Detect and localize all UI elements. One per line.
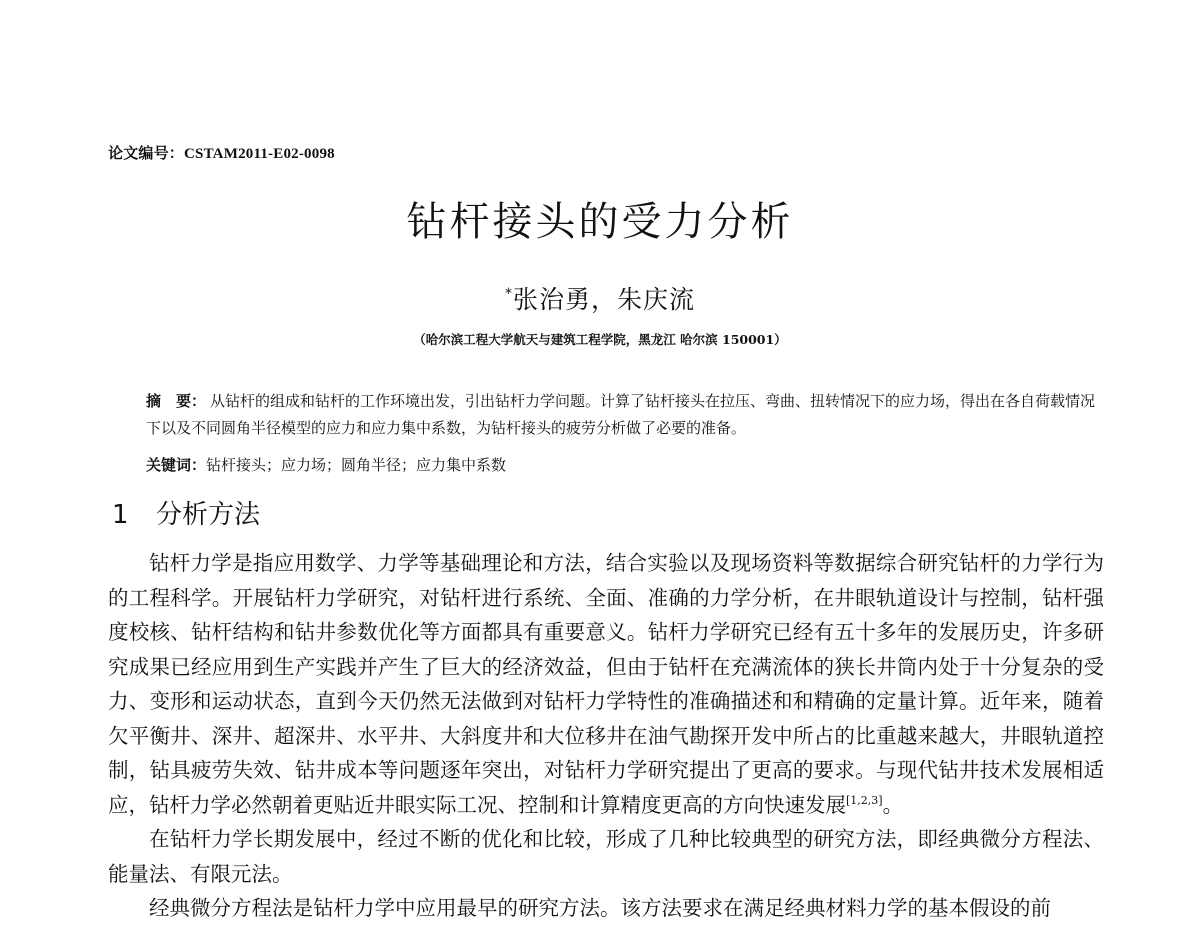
- author-names: 张治勇，朱庆流: [512, 285, 695, 314]
- keywords: [146, 452, 1104, 479]
- paragraph-1-text: 钻杆力学是指应用数学、力学等基础理论和方法，结合实验以及现场资料等数据综合研究钻杆的力学行为的工程科学。开展钻杆力学研究，对钻杆进行系统、全面、准确的力学分析，在井眼轨道设计与控制，钻杆强度校核、钻杆结构和钻井参数优化等方面都具有重要意义。钻杆力学研究已经有五十多年的发展历史，许多研究成果已经应用到生产实践并产生了巨大的经济效益，但由于钻杆在充满流体的狭长井筒内处于十分复杂的受力、变形和运动状态，直到今天仍然无法做到对钻杆力学特性的准确描述和和精确的定量计算。近年来，随着欠平衡井、深井、超深井、水平井、大斜度井和大位移井在油气勘探开发中所占的比重越来越大，井眼轨道控制，钻具疲劳失效、钻井成本等问题逐年突出，对钻杆力学研究提出了更高的要求。与现代钻井技术发展相适应，钻杆力学必然朝着更贴近井眼实际工况、控制和计算精度更高的方向快速发展: [108, 551, 1104, 817]
- authors: [0, 280, 1200, 316]
- paper-id-value: CSTAM2011-E02-0098: [184, 146, 335, 162]
- paper-id: [108, 142, 335, 163]
- abstract: [146, 388, 1104, 442]
- keywords-text: 钻杆接头；应力场；圆角半径；应力集中系数: [206, 456, 507, 474]
- paper-title: 钻杆接头的受力分析: [406, 199, 794, 245]
- corresponding-author-marker: *: [504, 286, 513, 302]
- section-number: 1: [112, 500, 129, 530]
- citation-ref: [1,2,3]: [846, 793, 883, 807]
- paragraph-1-end: 。: [882, 792, 904, 817]
- keywords-label: 关键词：: [146, 456, 207, 474]
- affiliation: （哈尔滨工程大学航天与建筑工程学院，黑龙江 哈尔滨 150001）: [413, 332, 787, 347]
- section-heading: [112, 494, 260, 531]
- paper-id-label: 论文编号：: [108, 144, 185, 162]
- paragraph: [108, 546, 1104, 822]
- abstract-label: 摘 要：: [146, 392, 207, 410]
- paragraph: 在钻杆力学长期发展中，经过不断的优化和比较，形成了几种比较典型的研究方法，即经典微分方程法、能量法、有限元法。: [108, 827, 1104, 886]
- body-text: [108, 546, 1104, 926]
- abstract-text: 从钻杆的组成和钻杆的工作环境出发，引出钻杆力学问题。计算了钻杆接头在拉压、弯曲、扭转情况下的应力场，得出在各自荷载情况下以及不同圆角半径模型的应力和应力集中系数，为钻杆接头的疲劳分析做了必要的准备。: [146, 392, 1096, 437]
- section-title: 分析方法: [156, 500, 261, 530]
- paragraph: 经典微分方程法是钻杆力学中应用最早的研究方法。该方法要求在满足经典材料力学的基本假设的前: [149, 896, 1051, 920]
